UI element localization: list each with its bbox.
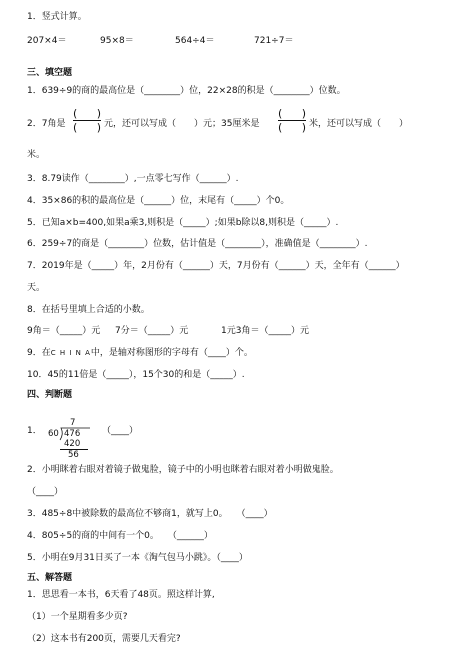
ld-divisor: 60 (48, 429, 59, 439)
judge-item-3: 3．485÷8中被除数的最高位不够商1，就写上0。 （____） (27, 509, 273, 519)
calc-3: 564÷4＝ (175, 36, 215, 46)
judge-item-1-paren: （____） (102, 426, 139, 436)
fill-item-9-suffix: 中，是轴对称图形的字母有（____）个。 (90, 348, 253, 358)
fill-item-6: 6．259÷7的商是（________）位数，估计值是（________），准确值是（________）. (27, 239, 368, 249)
section-3-heading: 三、填空题 (27, 68, 73, 78)
section-4-heading: 四、判断题 (27, 390, 73, 400)
fill-item-4: 4．35×86的积的最高位是（______）位，末尾有（_____）个0。 (27, 196, 290, 206)
ld-remainder: 56 (68, 450, 79, 460)
fill-item-9-prefix: 9．在 (27, 348, 51, 358)
answer-item-1: 1．思思看一本书，6天看了48页。照这样计算, (27, 590, 215, 600)
fill-item-2-part-4: 米。 (27, 150, 46, 160)
question-1-title: 1．竖式计算。 (27, 12, 87, 22)
ld-product: 420 (64, 439, 81, 449)
fraction-blank-1: ( ) ( ) (73, 107, 101, 134)
fill-item-7-cont: 天。 (27, 283, 46, 293)
fill-item-10: 10．45的11倍是（_____），15个30的和是（_____）. (27, 370, 245, 380)
fill-item-8: 8．在括号里填上合适的小数。 (27, 305, 150, 315)
fill-item-7: 7．2019年是（_____）年，2月份有（______）天，7月份有（______）天，全年有（______） (27, 261, 405, 271)
answer-item-1-sub-1: （1）一个星期看多少页? (27, 612, 128, 622)
fill-item-3: 3．8.79读作（________）,一点零七写作（______）. (27, 174, 239, 184)
calc-2: 95×8＝ (100, 36, 134, 46)
decimal-3: 1元3角＝（_____）元 (221, 326, 309, 336)
judge-item-4: 4．805÷5的商的中间有一个0。 （______） (27, 531, 213, 541)
calc-1: 207×4＝ (27, 36, 67, 46)
ld-dividend: 476 (64, 429, 81, 439)
judge-item-2-paren: （____） (27, 487, 64, 497)
fill-item-2-part-1: 2．7角是 (27, 119, 66, 129)
fill-item-5: 5．已知a×b=400,如果a乘3,则积是（_____）;如果b除以8,则积是（_____）. (27, 218, 339, 228)
decimal-1: 9角＝（_____）元 (27, 326, 101, 336)
answer-item-1-sub-2: （2）这本书有200页，需要几天看完? (27, 634, 181, 644)
fill-item-9 (27, 347, 253, 359)
china-letters: C H I N A (50, 349, 91, 357)
fill-item-1: 1．639÷9的商的最高位是（________）位，22×28的积是（________）位数。 (27, 86, 346, 96)
judge-item-2: 2．小明眯着右眼对着镜子做鬼脸，镜子中的小明也眯着右眼对着小明做鬼脸。 (27, 465, 339, 475)
fill-item-2-part-3: 米，还可以写成（ ） (309, 119, 409, 129)
long-division (40, 418, 110, 460)
calc-4: 721÷7＝ (254, 36, 294, 46)
calculation-row (27, 35, 447, 47)
ld-quotient: 7 (70, 418, 76, 428)
decimal-2: 7分＝（_____）元 (115, 326, 189, 336)
judge-item-5: 5．小明在9月31日买了一本《淘气包马小跳》。（____） (27, 553, 248, 563)
fraction-blank-2: ( ) ( ) (278, 107, 306, 134)
section-5-heading: 五、解答题 (27, 573, 73, 583)
decimal-row (27, 325, 447, 337)
judge-item-1-number: 1． (27, 426, 42, 436)
fill-item-2-part-2: 元，还可以写成（ ）元；35厘米是 (104, 119, 260, 129)
